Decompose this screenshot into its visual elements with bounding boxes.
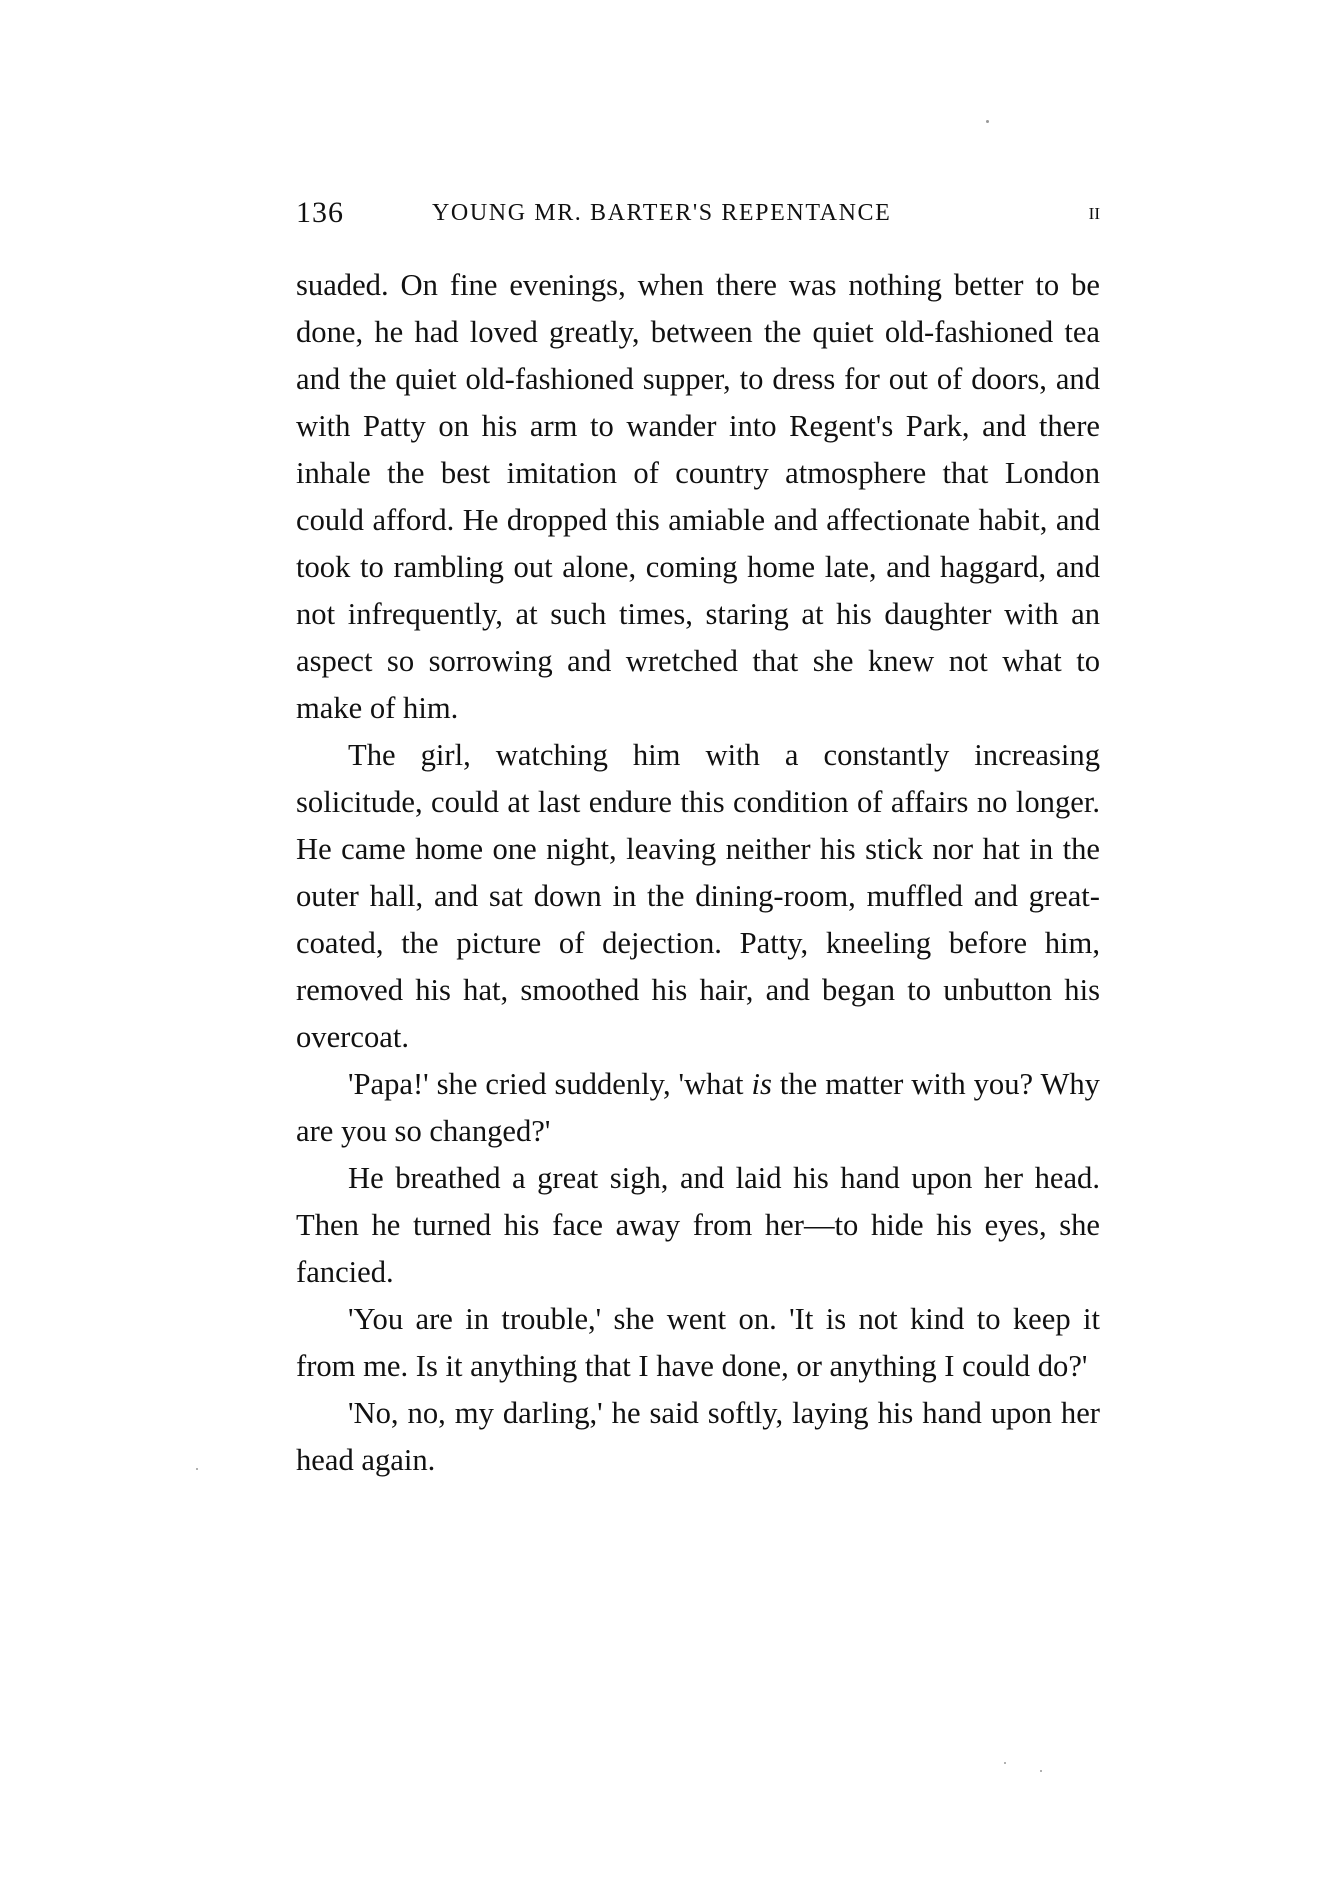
- paragraph: He breathed a great sigh, and laid his hand upon her head. Then he turned his face away from her—to hide his eyes, she fancied.: [296, 1161, 1100, 1289]
- paragraph: The girl, watching him with a constantly increasing solicitude, could at last endure this condition of affairs no longer. He came home one night, leaving neither his stick nor hat in the outer hall, and sat down in the dining-room, muffled and great-coated, the picture of dejection. Patty, kneeling before him, removed his hat, smoothed his hair, and began to unbutton his overcoat.: [296, 738, 1100, 1054]
- paper-speck: [986, 120, 989, 123]
- body-text: [296, 262, 1100, 1484]
- paper-speck: [1040, 1770, 1042, 1772]
- paragraph-text-before: 'Papa!' she cried suddenly, 'what: [348, 1067, 752, 1101]
- page-number: 136: [296, 196, 344, 229]
- running-head: [296, 196, 1100, 236]
- paragraph: 'You are in trouble,' she went on. 'It is not kind to keep it from me. Is it anything that I have done, or anything I could do?': [296, 1302, 1100, 1383]
- signature-mark: II: [1088, 204, 1100, 223]
- emphasis-word: is: [751, 1067, 772, 1101]
- paragraph: suaded. On fine evenings, when there was nothing better to be done, he had loved greatly, between the quiet old-fashioned tea and the quiet old-fashioned supper, to dress for out of doors, and with Patty on his arm to wander into Regent's Park, and there inhale the best imitation of country atmosphere that London could afford. He dropped this amiable and affectionate habit, and took to rambling out alone, coming home late, and haggard, and not infrequently, at such times, staring at his daughter with an aspect so sorrowing and wretched that she knew not what to make of him.: [296, 268, 1100, 725]
- paper-speck: [1004, 1762, 1006, 1764]
- paper-speck: [196, 1468, 198, 1470]
- running-title: YOUNG MR. BARTER'S REPENTANCE: [432, 200, 892, 226]
- paragraph: 'No, no, my darling,' he said softly, laying his hand upon her head again.: [296, 1396, 1100, 1477]
- paragraph-with-emphasis: [296, 1061, 1100, 1155]
- paragraph-text-after: the matter with you? Why are you so changed?': [296, 1067, 1100, 1148]
